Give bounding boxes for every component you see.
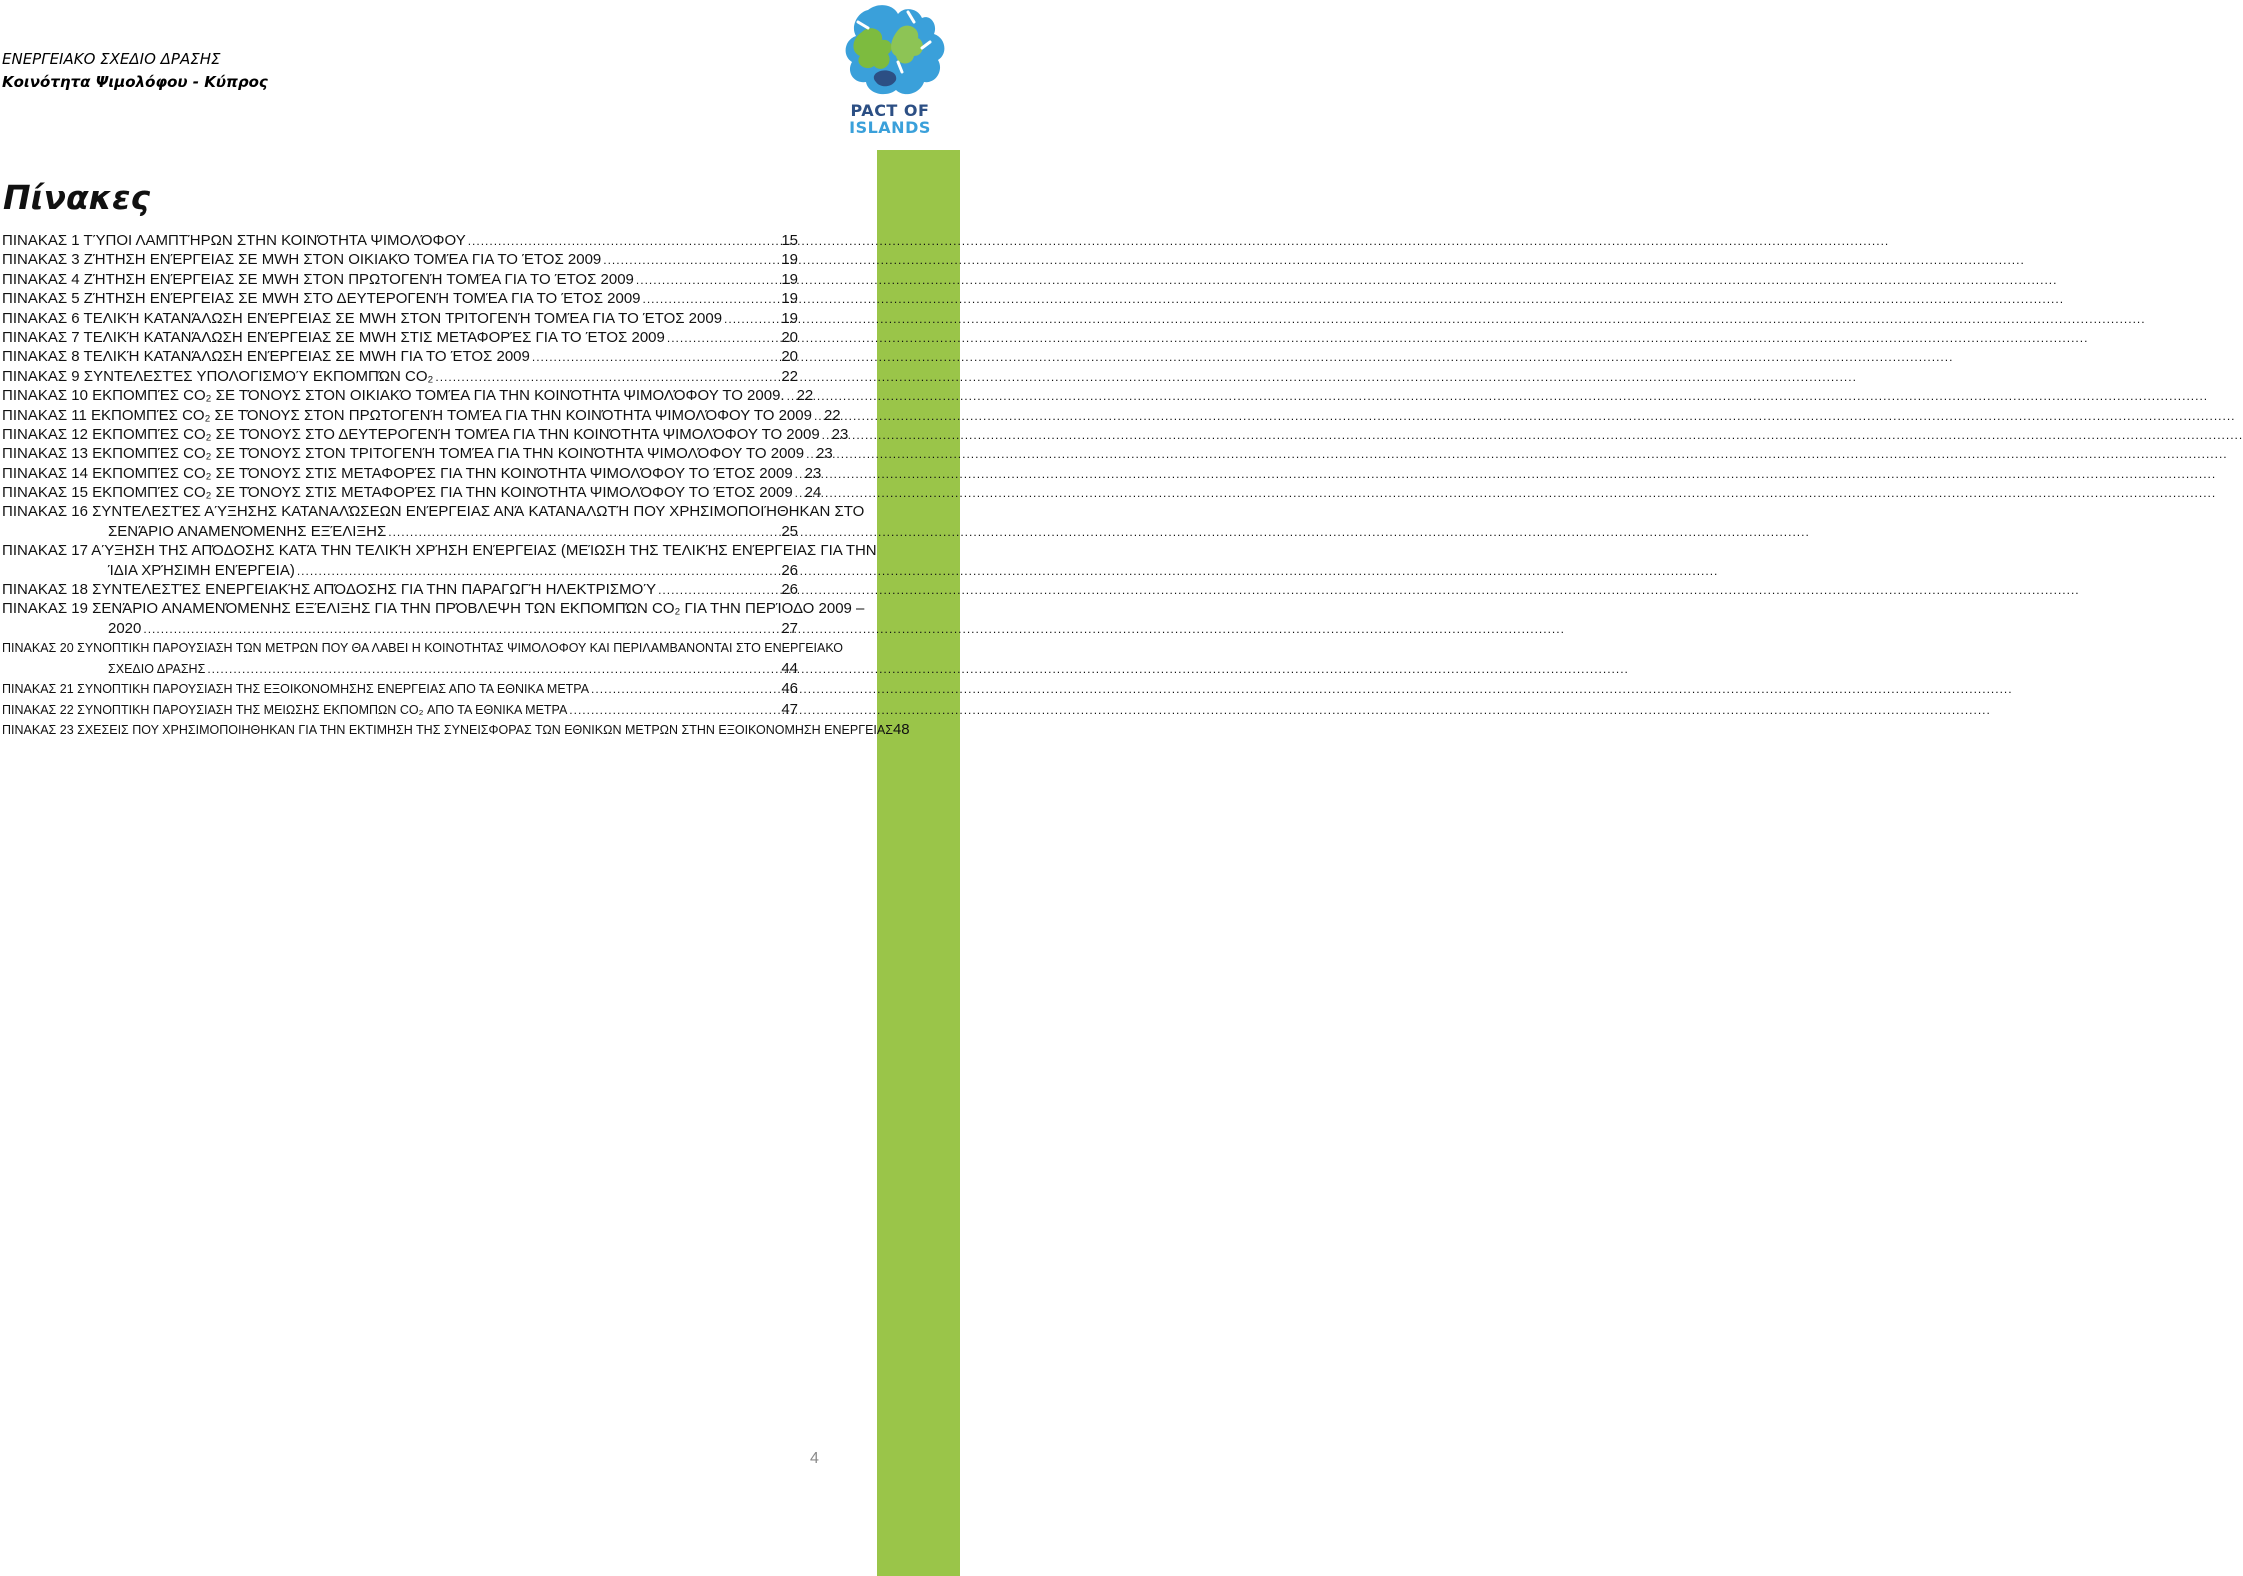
toc-entry-label: ΠΙΝΑΚΑΣ 12 ΕΚΠΟΜΠΈΣ CO₂ ΣΕ ΤΌΝΟΥΣ ΣΤΟ ΔΕΥΤΕΡΟΓΕΝΉ ΤΟΜΈΑ ΓΙΑ ΤΗΝ ΚΟΙΝΌΤΗΤΑ ΨΙΜΟΛΌΦΟΥ ΤΟ 2009 — [2, 425, 820, 443]
toc-entry-20-line1[interactable]: ΠΙΝΑΚΑΣ 20 ΣΥΝΟΠΤΙΚΗ ΠΑΡΟΥΣΙΑΣΗ ΤΩΝ ΜΕΤΡΩΝ ΠΟΥ ΘΑ ΛΑΒΕΙ Η ΚΟΙΝΟΤΗΤΑΣ ΨΙΜΟΛΟΦΟΥ ΚΑΙ ΠΕΡΙΛΑΜΒΑΝΟΝΤΑΙ ΣΤΟ ΕΝΕΡΓΕΙΑΚΟ — [2, 641, 844, 656]
toc-entry[interactable] — [2, 309, 798, 328]
header-title: ΕΝΕΡΓΕΙΑΚΟ ΣΧΕΔΙΟ ΔΡΑΣΗΣ — [2, 50, 221, 68]
toc-entry-16[interactable] — [2, 522, 798, 541]
logo-emblem-icon — [838, 2, 956, 102]
toc-entry-label: ΠΙΝΑΚΑΣ 8 ΤΕΛΙΚΉ ΚΑΤΑΝΆΛΩΣΗ ΕΝΈΡΓΕΙΑΣ ΣΕ MWH ΓΙΑ ΤΟ ΈΤΟΣ 2009 — [2, 348, 530, 366]
toc-entry[interactable] — [2, 270, 798, 289]
toc-page-number: 19 — [781, 309, 798, 327]
toc-leader-dots — [207, 659, 779, 680]
toc-leader-dots — [603, 251, 779, 270]
toc-page-number: 26 — [781, 581, 798, 599]
toc-page-number: 19 — [781, 290, 798, 308]
toc-entry[interactable] — [2, 464, 822, 483]
toc-entry-label: ΠΙΝΑΚΑΣ 22 ΣΥΝΟΠΤΙΚΗ ΠΑΡΟΥΣΙΑΣΗ ΤΗΣ ΜΕΙΩΣΗΣ ΕΚΠΟΜΠΩΝ CO₂ ΑΠΟ ΤΑ ΕΘΝΙΚΑ ΜΕΤΡΑ — [2, 702, 568, 717]
toc-page-number: 23 — [831, 425, 849, 443]
toc-leader-dots — [795, 484, 803, 503]
toc-page-number: 22 — [823, 406, 841, 424]
toc-leader-dots — [724, 310, 779, 329]
toc-leader-dots — [787, 387, 795, 406]
toc-entry-label: ΠΙΝΑΚΑΣ 10 ΕΚΠΟΜΠΈΣ CO₂ ΣΕ ΤΌΝΟΥΣ ΣΤΟΝ ΟΙΚΙΑΚΌ ΤΟΜΈΑ ΓΙΑ ΤΗΝ ΚΟΙΝΌΤΗΤΑ ΨΙΜΟΛΌΦΟΥ ΤΟ 2009. — [2, 387, 785, 405]
toc-leader-dots — [297, 562, 779, 581]
toc-page-number: 20 — [781, 348, 798, 366]
toc-leader-dots — [814, 407, 822, 426]
toc-entry-label: ΠΙΝΑΚΑΣ 4 ΖΉΤΗΣΗ ΕΝΈΡΓΕΙΑΣ ΣΕ MWH ΣΤΟΝ ΠΡΩΤΟΓΕΝΉ ΤΟΜΈΑ ΓΙΑ ΤΟ ΈΤΟΣ 2009 — [2, 270, 634, 288]
toc-entry-19[interactable] — [2, 619, 798, 638]
toc-page-number: 19 — [781, 251, 798, 269]
toc-entry[interactable] — [2, 347, 798, 366]
toc-entry-label: ΠΙΝΑΚΑΣ 5 ΖΉΤΗΣΗ ΕΝΈΡΓΕΙΑΣ ΣΕ MWH ΣΤΟ ΔΕΥΤΕΡΟΓΕΝΉ ΤΟΜΈΑ ΓΙΑ ΤΟ ΈΤΟΣ 2009 — [2, 290, 641, 308]
toc-leader-dots — [822, 426, 830, 445]
toc-entry[interactable] — [2, 406, 841, 425]
toc-entry[interactable] — [2, 386, 814, 405]
toc-entry-19-line1[interactable]: ΠΙΝΑΚΑΣ 19 ΣΕΝΆΡΙΟ ΑΝΑΜΕΝΌΜΕΝΗΣ ΕΞΈΛΙΞΗΣ ΓΙΑ ΤΗΝ ΠΡΌΒΛΕΨΗ ΤΩΝ ΕΚΠΟΜΠΏΝ CO₂ ΓΙΑ ΤΗΝ ΠΕΡΊΟΔΟ 2009 – — [2, 600, 865, 618]
logo-wordmark — [838, 102, 942, 136]
toc-entry-23[interactable] — [2, 720, 910, 741]
toc-page-number: 23 — [804, 464, 822, 482]
toc-entry[interactable] — [2, 444, 833, 463]
page-title: Πίνακες — [3, 178, 151, 217]
toc-entry[interactable] — [2, 250, 798, 269]
toc-page-number: 27 — [781, 619, 798, 637]
toc-entry-label: ΠΙΝΑΚΑΣ 6 ΤΕΛΙΚΉ ΚΑΤΑΝΆΛΩΣΗ ΕΝΈΡΓΕΙΑΣ ΣΕ MWH ΣΤΟΝ ΤΡΙΤΟΓΕΝΉ ΤΟΜΈΑ ΓΙΑ ΤΟ ΈΤΟΣ 2009 — [2, 309, 723, 327]
toc-entry-label: 2020 — [108, 619, 142, 637]
toc-entry-18[interactable] — [2, 580, 798, 599]
table-of-tables — [2, 231, 910, 741]
toc-entry-16-line1[interactable]: ΠΙΝΑΚΑΣ 16 ΣΥΝΤΕΛΕΣΤΈΣ ΑΎΞΗΣΗΣ ΚΑΤΑΝΑΛΏΣΕΩΝ ΕΝΈΡΓΕΙΑΣ ΑΝΆ ΚΑΤΑΝΑΛΩΤΉ ΠΟΥ ΧΡΗΣΙΜΟΠΟΙΉΘΗΚΑΝ ΣΤΟ — [2, 503, 865, 521]
toc-entry-21[interactable] — [2, 679, 798, 700]
logo-line-2: ISLANDS — [849, 118, 931, 137]
toc-page-number: 22 — [796, 387, 814, 405]
toc-entry-label: ΠΙΝΑΚΑΣ 23 ΣΧΕΣΕΙΣ ΠΟΥ ΧΡΗΣΙΜΟΠΟΙΗΘΗΚΑΝ ΓΙΑ ΤΗΝ ΕΚΤΙΜΗΣΗ ΤΗΣ ΣΥΝΕΙΣΦΟΡΑΣ ΤΩΝ ΕΘΝΙΚΩΝ ΜΕΤΡΩΝ ΣΤΗΝ ΕΞΟΙΚΟΝΟΜΗΣΗ ΕΝΕΡΓΕΙΑΣ — [2, 723, 893, 738]
toc-leader-dots — [435, 368, 779, 387]
toc-leader-dots — [532, 348, 779, 367]
toc-entry[interactable] — [2, 289, 798, 308]
toc-entry[interactable] — [2, 231, 798, 250]
toc-entry-label: ΣΕΝΆΡΙΟ ΑΝΑΜΕΝΌΜΕΝΗΣ ΕΞΈΛΙΞΗΣ — [108, 522, 387, 540]
toc-leader-dots — [667, 329, 779, 348]
toc-page-number: 47 — [781, 700, 798, 718]
toc-page-number: 23 — [816, 445, 833, 463]
toc-entry-22[interactable] — [2, 700, 798, 721]
toc-entry-label: ΣΧΕΔΙΟ ΔΡΑΣΗΣ — [108, 661, 206, 676]
toc-entry-label: ΠΙΝΑΚΑΣ 21 ΣΥΝΟΠΤΙΚΗ ΠΑΡΟΥΣΙΑΣΗ ΤΗΣ ΕΞΟΙΚΟΝΟΜΗΣΗΣ ΕΝΕΡΓΕΙΑΣ ΑΠΟ ΤΑ ΕΘΝΙΚΑ ΜΕΤΡΑ — [2, 682, 590, 697]
toc-entry[interactable] — [2, 367, 798, 386]
toc-page-number: 25 — [781, 522, 798, 540]
toc-leader-dots — [806, 445, 814, 464]
toc-page-number: 48 — [892, 721, 910, 739]
toc-leader-dots — [468, 232, 780, 251]
logo-line-1: PACT OF — [850, 101, 930, 120]
toc-page-number: 19 — [781, 270, 798, 288]
page-number: 4 — [810, 1450, 819, 1467]
toc-leader-dots — [636, 271, 779, 290]
toc-page-number: 44 — [781, 659, 798, 677]
toc-page-number: 20 — [781, 328, 798, 346]
toc-entry-label: ΠΙΝΑΚΑΣ 11 ΕΚΠΟΜΠΈΣ CO₂ ΣΕ ΤΌΝΟΥΣ ΣΤΟΝ ΠΡΩΤΟΓΕΝΉ ΤΟΜΈΑ ΓΙΑ ΤΗΝ ΚΟΙΝΌΤΗΤΑ ΨΙΜΟΛΌΦΟΥ ΤΟ 2009 — [2, 406, 812, 424]
toc-leader-dots — [658, 581, 779, 600]
document-header — [2, 48, 268, 94]
toc-entry-label: ΠΙΝΑΚΑΣ 15 ΕΚΠΟΜΠΈΣ CO₂ ΣΕ ΤΌΝΟΥΣ ΣΤΙΣ ΜΕΤΑΦΟΡΈΣ ΓΙΑ ΤΗΝ ΚΟΙΝΌΤΗΤΑ ΨΙΜΟΛΌΦΟΥ ΤΟ ΈΤΟΣ 2009 — [2, 484, 793, 502]
pact-of-islands-logo — [838, 2, 956, 138]
toc-leader-dots — [143, 620, 779, 639]
toc-leader-dots — [643, 290, 780, 309]
toc-entry-label: ΠΙΝΑΚΑΣ 3 ΖΉΤΗΣΗ ΕΝΈΡΓΕΙΑΣ ΣΕ MWH ΣΤΟΝ ΟΙΚΙΑΚΌ ΤΟΜΈΑ ΓΙΑ ΤΟ ΈΤΟΣ 2009 — [2, 251, 602, 269]
toc-entry-label: ΠΙΝΑΚΑΣ 14 ΕΚΠΟΜΠΈΣ CO₂ ΣΕ ΤΌΝΟΥΣ ΣΤΙΣ ΜΕΤΑΦΟΡΈΣ ΓΙΑ ΤΗΝ ΚΟΙΝΌΤΗΤΑ ΨΙΜΟΛΌΦΟΥ ΤΟ ΈΤΟΣ 2009 — [2, 464, 793, 482]
toc-entry-17[interactable] — [2, 561, 798, 580]
toc-entry-label: ΠΙΝΑΚΑΣ 9 ΣΥΝΤΕΛΕΣΤΈΣ ΥΠΟΛΟΓΙΣΜΟΎ ΕΚΠΟΜΠΏΝ CO₂ — [2, 367, 434, 385]
toc-entry-label: ΠΙΝΑΚΑΣ 18 ΣΥΝΤΕΛΕΣΤΈΣ ΕΝΕΡΓΕΙΑΚΉΣ ΑΠΌΔΟΣΗΣ ΓΙΑ ΤΗΝ ΠΑΡΑΓΩΓΉ ΗΛΕΚΤΡΙΣΜΟΎ — [2, 581, 657, 599]
toc-entry[interactable] — [2, 483, 822, 502]
toc-entry-17-line1[interactable]: ΠΙΝΑΚΑΣ 17 ΑΎΞΗΣΗ ΤΗΣ ΑΠΌΔΟΣΗΣ ΚΑΤΆ ΤΗΝ ΤΕΛΙΚΉ ΧΡΉΣΗ ΕΝΈΡΓΕΙΑΣ (ΜΕΊΩΣΗ ΤΗΣ ΤΕΛΙΚΉΣ ΕΝΈΡΓΕΙΑΣ ΓΙΑ ΤΗΝ — [2, 542, 877, 560]
toc-entry-label: ΠΙΝΑΚΑΣ 1 ΤΎΠΟΙ ΛΑΜΠΤΉΡΩΝ ΣΤΗΝ ΚΟΙΝΌΤΗΤΑ ΨΙΜΟΛΌΦΟΥ — [2, 232, 466, 249]
header-subtitle: Κοινότητα Ψιμολόφου - Κύπρος — [2, 73, 268, 91]
toc-entry-label: ΊΔΙΑ ΧΡΉΣΙΜΗ ΕΝΈΡΓΕΙΑ) — [108, 561, 295, 579]
toc-leader-dots — [569, 700, 779, 721]
toc-page-number: 24 — [804, 484, 822, 502]
toc-page-number: 46 — [781, 680, 798, 698]
toc-leader-dots — [795, 465, 803, 484]
toc-entry[interactable] — [2, 328, 798, 347]
toc-entry[interactable] — [2, 425, 849, 444]
toc-page-number: 15 — [781, 232, 798, 249]
toc-entry-label: ΠΙΝΑΚΑΣ 13 ΕΚΠΟΜΠΈΣ CO₂ ΣΕ ΤΌΝΟΥΣ ΣΤΟΝ ΤΡΙΤΟΓΕΝΉ ΤΟΜΈΑ ΓΙΑ ΤΗΝ ΚΟΙΝΌΤΗΤΑ ΨΙΜΟΛΌΦΟΥ ΤΟ 2009 — [2, 445, 805, 463]
toc-entry-label: ΠΙΝΑΚΑΣ 7 ΤΕΛΙΚΉ ΚΑΤΑΝΆΛΩΣΗ ΕΝΈΡΓΕΙΑΣ ΣΕ MWH ΣΤΙΣ ΜΕΤΑΦΟΡΈΣ ΓΙΑ ΤΟ ΈΤΟΣ 2009 — [2, 328, 665, 346]
toc-leader-dots — [388, 523, 779, 542]
toc-page-number: 26 — [781, 561, 798, 579]
toc-entry-20[interactable] — [2, 659, 798, 680]
toc-page-number: 22 — [781, 367, 798, 385]
toc-main-list — [2, 231, 849, 502]
toc-leader-dots — [591, 679, 779, 700]
